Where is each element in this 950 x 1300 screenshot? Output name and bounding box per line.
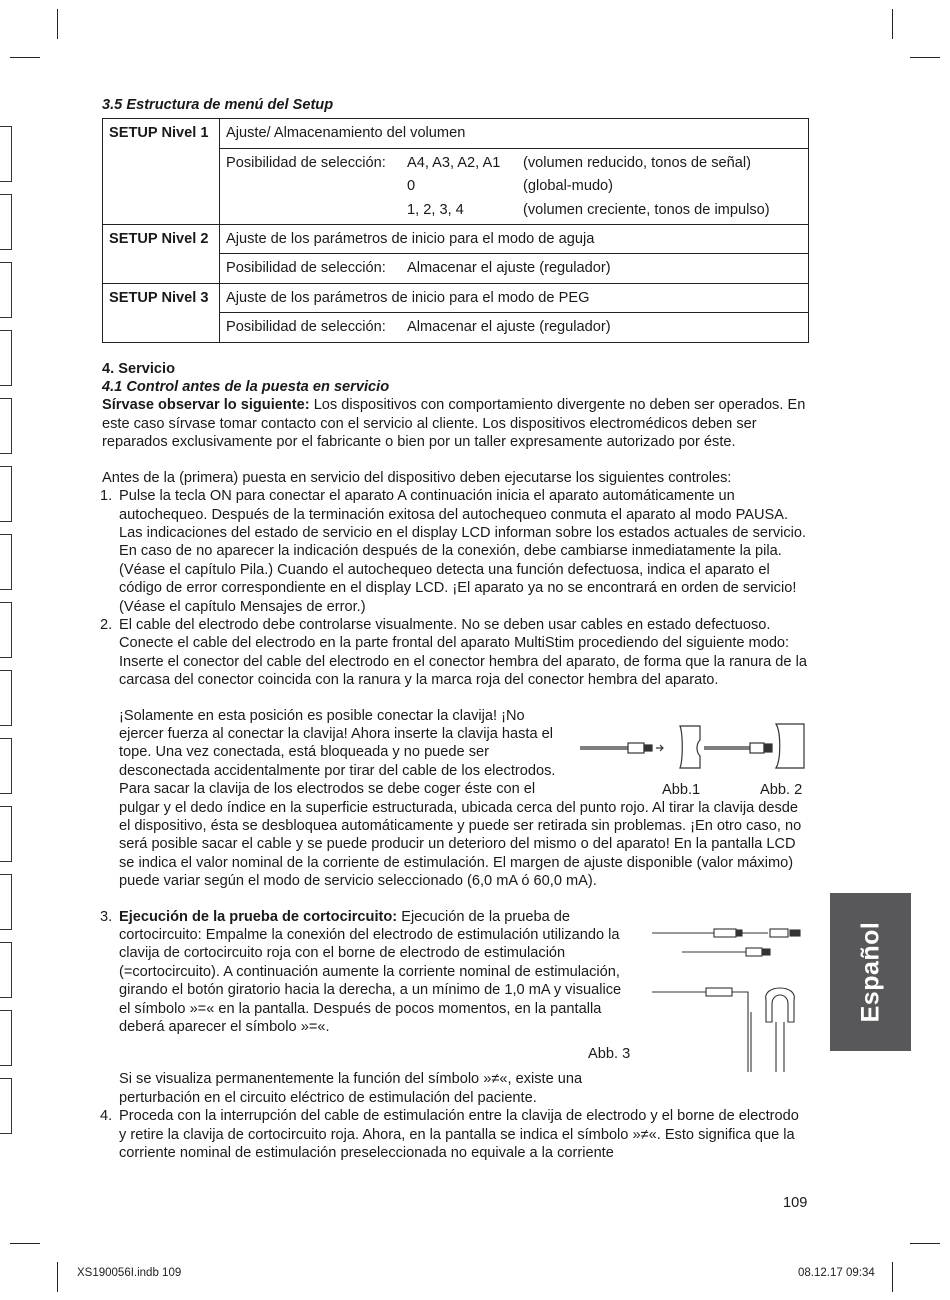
note-text: Los dispositivos con comportamiento divergente no deben ser operados. En este caso sírvase tomar contacto con el servicio al cliente. Los dispositivos electromédicos deben ser reparados exclusivamente por el fabricante o bien por un taller expresamente autorizado por éste. — [102, 397, 806, 451]
edge-index-tab — [0, 126, 12, 182]
selection-label: Posibilidad de selección: — [226, 154, 386, 171]
option-desc: (volumen reducido, tonos de señal) — [523, 154, 751, 171]
setup-level-2-options — [220, 254, 809, 283]
edge-index-tab — [0, 330, 12, 386]
table-row — [103, 225, 809, 254]
edge-index-tab — [0, 1078, 12, 1134]
setup-level-3-label: SETUP Nivel 3 — [103, 283, 220, 342]
edge-index-tab — [0, 874, 12, 930]
language-tab — [830, 893, 911, 1051]
step-text-continued: Si se visualiza permanentemente la función del símbolo »≠«, existe una perturbación en el circuito eléctrico de estimulación del paciente. — [119, 1071, 583, 1106]
step-text: Proceda con la interrupción del cable de estimulación entre la clavija de electrodo y el borne de electrodo y retire la clavija de cortocircuito roja. Ahora, en la pantalla se indica el símbolo »≠«. Esto significa que la corriente nominal de estimulación preseleccionada no equivale a la corriente — [119, 1108, 799, 1162]
edge-index-tab — [0, 806, 12, 862]
crop-mark — [892, 1262, 893, 1292]
edge-index-tab — [0, 194, 12, 250]
edge-index-tab — [0, 602, 12, 658]
table-row — [103, 119, 809, 148]
edge-index-tab — [0, 942, 12, 998]
step-number: 1. — [100, 488, 113, 505]
edge-index-tab — [0, 398, 12, 454]
figure-label-abb2: Abb. 2 — [760, 782, 803, 798]
step-text — [119, 908, 624, 1037]
option-value: Almacenar el ajuste (regulador) — [407, 319, 611, 336]
step-number: 4. — [100, 1108, 113, 1125]
step-text: Pulse la tecla ON para conectar el aparato A continuación inicia el aparato automáticamente un autochequeo. Después de la terminación exitosa del autochequeo conmuta el aparato al modo PAUSA. Las indicaciones del estado de servicio en el display LCD informan sobre los estados actuales de servicio. En caso de no aparecer la indicación después de la conexión, debe cambiarse inmediatamente la pila. (Véase el capítulo Pila.) Cuando el autochequeo detecta una función defectuosa, indica el aparato el código de error correspondiente en el display LCD. ¡El aparato ya no se encontrará en orden de servicio! (Véase el capítulo Mensajes de error.) — [119, 488, 807, 615]
connector-figure — [578, 720, 810, 782]
list-item — [102, 1107, 809, 1162]
setup-level-2-heading: Ajuste de los parámetros de inicio para el modo de aguja — [220, 225, 809, 254]
step-bold: Ejecución de la prueba de cortocircuito: — [119, 908, 398, 925]
step-text-continued: ¡Solamente en esta posición es posible conectar la clavija! ¡No ejercer fuerza al conectar la clavija! Ahora inserte la clavija hasta el tope. Una vez conectada, está bloqueada y no puede ser desconectada accidentalmente por tirar del cable de los electrodos. Para sacar la clavija de los electrodos se debe coger éste con el — [119, 707, 556, 798]
setup-level-1-heading: Ajuste/ Almacenamiento del volumen — [220, 119, 809, 148]
table-row — [103, 283, 809, 312]
short-circuit-plug-figure — [648, 922, 810, 1080]
option-desc: (global-mudo) — [523, 178, 614, 195]
setup-level-1-options — [220, 148, 809, 224]
crop-mark — [892, 9, 893, 39]
step-number: 3. — [100, 908, 113, 925]
crop-mark — [57, 1262, 58, 1292]
intro-paragraph: Antes de la (primera) puesta en servicio del dispositivo deben ejecutarse los siguientes controles: — [102, 469, 732, 486]
footer-file: XS190056I.indb 109 — [77, 1267, 182, 1279]
crop-mark — [910, 57, 940, 58]
language-tab-label: Español — [856, 921, 884, 1023]
option-desc: (volumen creciente, tonos de impulso) — [523, 201, 770, 218]
crop-mark — [910, 1243, 940, 1244]
setup-menu-table — [102, 118, 809, 342]
crop-mark — [10, 57, 40, 58]
edge-index-tab — [0, 670, 12, 726]
selection-label: Posibilidad de selección: — [226, 260, 386, 277]
edge-index-tab — [0, 262, 12, 318]
footer-date: 08.12.17 09:34 — [798, 1267, 875, 1279]
selection-label: Posibilidad de selección: — [226, 319, 386, 336]
note-bold: Sírvase observar lo siguiente: — [102, 397, 310, 414]
step-text-continued: pulgar y el dedo índice en la superficie estructurada, ubicada cerca del punto rojo. Al tirar la clavija desde el dispositivo, ésta se desbloquea automáticamente y puede ser retirada sin problemas. ¡En otro caso, no será posible sacar el cable y se puede producir un deterioro del mismo o del aparato! En la pantalla LCD se indica el valor nominal de la corriente de estimulación. El margen de ajuste disponible (valor máximo) puede variar según el modo de servicio seleccionado (6,0 mA ó 60,0 mA). — [119, 799, 802, 890]
edge-index-tab — [0, 1010, 12, 1066]
subsection-title: 4.1 Control antes de la puesta en servicio — [102, 379, 390, 396]
crop-mark — [57, 9, 58, 39]
figure-label-abb1: Abb.1 — [662, 782, 701, 798]
page-number: 109 — [783, 1195, 808, 1211]
option-code: 0 — [407, 178, 416, 195]
step-body: Ejecución de la prueba de cortocircuito: Empalme la conexión del electrodo de estimulación utilizando la clavija de cortocircuito roja con el borne de electrodo de estimulación (=cortocircuito). A continuación aumente la corriente nominal de estimulación, girando el botón giratorio hacia la derecha, a un mínimo de 1,0 mA y visualice el símbolo »=« en la pantalla. Después de pocos momentos, en la pantalla deberá aparecer el símbolo »=«. — [119, 908, 622, 1036]
crop-mark — [10, 1243, 40, 1244]
step-number: 2. — [100, 616, 113, 633]
option-value: Almacenar el ajuste (regulador) — [407, 260, 611, 277]
edge-index-tab — [0, 534, 12, 590]
edge-index-tab — [0, 466, 12, 522]
setup-level-3-heading: Ajuste de los parámetros de inicio para el modo de PEG — [220, 283, 809, 312]
figure-label-abb3: Abb. 3 — [588, 1046, 631, 1062]
option-code: A4, A3, A2, A1 — [407, 154, 501, 171]
step-text: El cable del electrodo debe controlarse visualmente. No se deben usar cables en estado defectuoso. Conecte el cable del electrodo en la parte frontal del aparato MultiStim procediendo del siguiente modo: Inserte el conector del cable del electrodo en el conector hembra del aparato, de forma que la ranura de la carcasa del conector coincida con la ranura y la marca roja del conector hembra del aparato. — [119, 616, 807, 689]
note-paragraph — [102, 396, 809, 451]
list-item — [102, 487, 809, 616]
section-title-setup: 3.5 Estructura de menú del Setup — [102, 97, 334, 113]
edge-index-tab — [0, 738, 12, 794]
setup-level-2-label: SETUP Nivel 2 — [103, 225, 220, 284]
section-title-servicio: 4. Servicio — [102, 360, 176, 377]
setup-level-3-options — [220, 313, 809, 342]
setup-level-1-label: SETUP Nivel 1 — [103, 119, 220, 225]
option-code: 1, 2, 3, 4 — [407, 201, 464, 218]
